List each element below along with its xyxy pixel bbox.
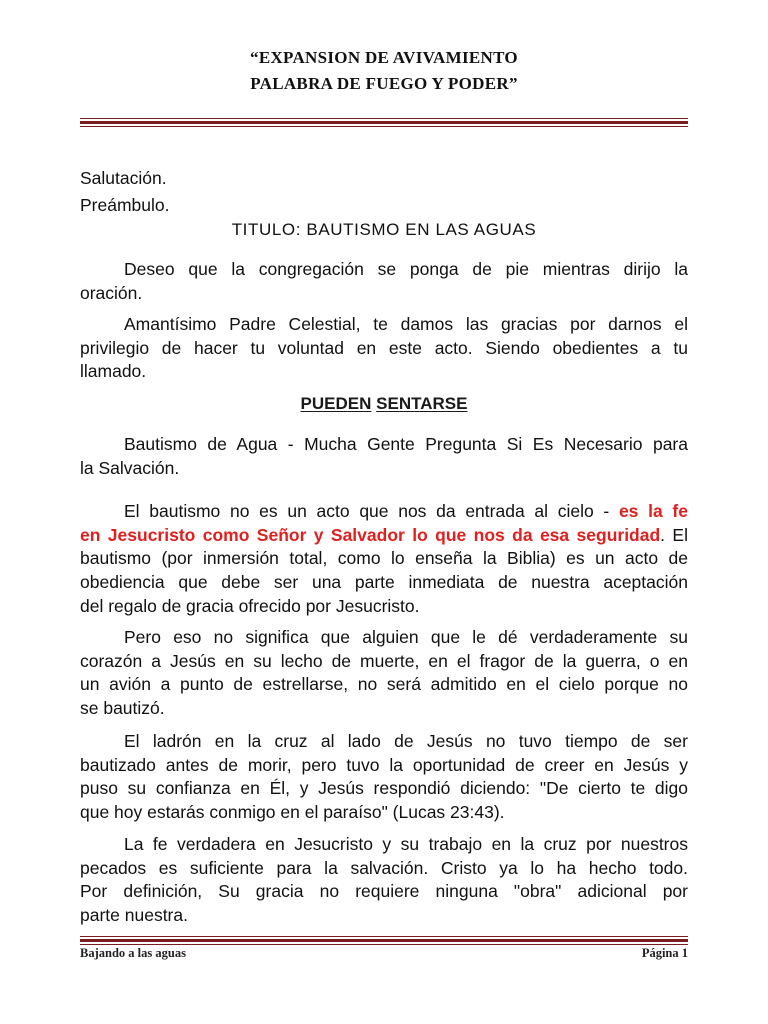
- paragraph-line: privilegio de hacer tu voluntad en este acto. Siendo obedientes a tu: [80, 337, 688, 358]
- paragraph-line: un avión a punto de estrellarse, no será admitido en el cielo porque no: [80, 674, 688, 695]
- paragraph-true-faith: [80, 833, 688, 928]
- document-title-line-1: “EXPANSION DE AVIVAMIENTO: [250, 48, 518, 67]
- normal-text: . El: [660, 524, 688, 545]
- paragraph-line: Por definición, Su gracia no requiere ninguna "obra" adicional por: [80, 881, 688, 902]
- footer-page-number: Página 1: [641, 946, 688, 960]
- header-divider-band: [80, 121, 688, 124]
- greeting-text: Salutación.: [80, 168, 167, 188]
- preamble-text: Preámbulo.: [80, 195, 170, 215]
- footer-divider: [80, 936, 688, 945]
- normal-text: El bautismo no es un acto que nos da entrada al cielo -: [124, 501, 619, 521]
- paragraph-line: Deseo que la congregación se ponga de pie mientras dirijo la: [124, 259, 688, 279]
- emphasized-text: en Jesucristo como Señor y Salvador lo que nos da esa seguridad: [80, 524, 661, 545]
- paragraph-line: pecados es suficiente para la salvación. Cristo ya lo ha hecho todo.: [80, 857, 688, 878]
- paragraph-line: bautizado antes de morir, pero tuvo la oportunidad de creer en Jesús y: [80, 754, 688, 775]
- emphasized-text: es la fe: [618, 501, 688, 521]
- paragraph-line: parte nuestra.: [80, 905, 188, 926]
- footer-document-name: Bajando a las aguas: [80, 946, 186, 960]
- paragraph-line: Bautismo de Agua - Mucha Gente Pregunta Si Es Necesario para: [124, 434, 688, 454]
- paragraph-line: Amantísimo Padre Celestial, te damos las gracias por darnos el: [124, 314, 688, 334]
- paragraph-line: [80, 500, 688, 524]
- instruction-heading: [0, 392, 768, 416]
- paragraph-line: bautismo (por inmersión total, como lo enseña la Biblia) es un acto de: [80, 548, 688, 569]
- paragraph-line: La fe verdadera en Jesucristo y su trabajo en la cruz por nuestros: [124, 834, 688, 854]
- paragraph-line: Pero eso no significa que alguien que le dé verdaderamente su: [124, 627, 688, 647]
- paragraph-question: [80, 433, 688, 480]
- paragraph-prayer: [80, 313, 688, 384]
- paragraph-stand-request: [80, 258, 688, 305]
- paragraph-line: oración.: [80, 282, 143, 303]
- paragraph-line: se bautizó.: [80, 698, 165, 719]
- paragraph-line: corazón a Jesús en su lecho de muerte, en el fragor de la guerra, o en: [80, 650, 688, 671]
- paragraph-line: la Salvación.: [80, 457, 180, 478]
- paragraph-line: obediencia que debe ser una parte inmediata de nuestra aceptación: [80, 572, 688, 593]
- instruction-word: PUEDEN: [300, 394, 372, 413]
- document-title-line-2: PALABRA DE FUEGO Y PODER”: [250, 74, 518, 93]
- sermon-title: TITULO: BAUTISMO EN LAS AGUAS: [231, 220, 537, 239]
- paragraph-line: [80, 524, 688, 548]
- paragraph-thief-on-cross: [80, 730, 688, 825]
- footer-divider-band: [80, 939, 688, 942]
- paragraph-line: del regalo de gracia ofrecido por Jesucristo.: [80, 595, 420, 616]
- instruction-word: SENTARSE: [376, 394, 468, 413]
- paragraph-line: El ladrón en la cruz al lado de Jesús no tuvo tiempo de ser: [124, 731, 688, 751]
- paragraph-deathbed: [80, 626, 688, 721]
- header-divider: [80, 118, 688, 127]
- paragraph-line: llamado.: [80, 361, 147, 382]
- paragraph-line: que hoy estarás conmigo en el paraíso" (Lucas 23:43).: [80, 802, 505, 823]
- paragraph-baptism-meaning: [80, 500, 688, 619]
- paragraph-line: puso su confianza en Él, y Jesús respondió diciendo: "De cierto te digo: [80, 778, 688, 799]
